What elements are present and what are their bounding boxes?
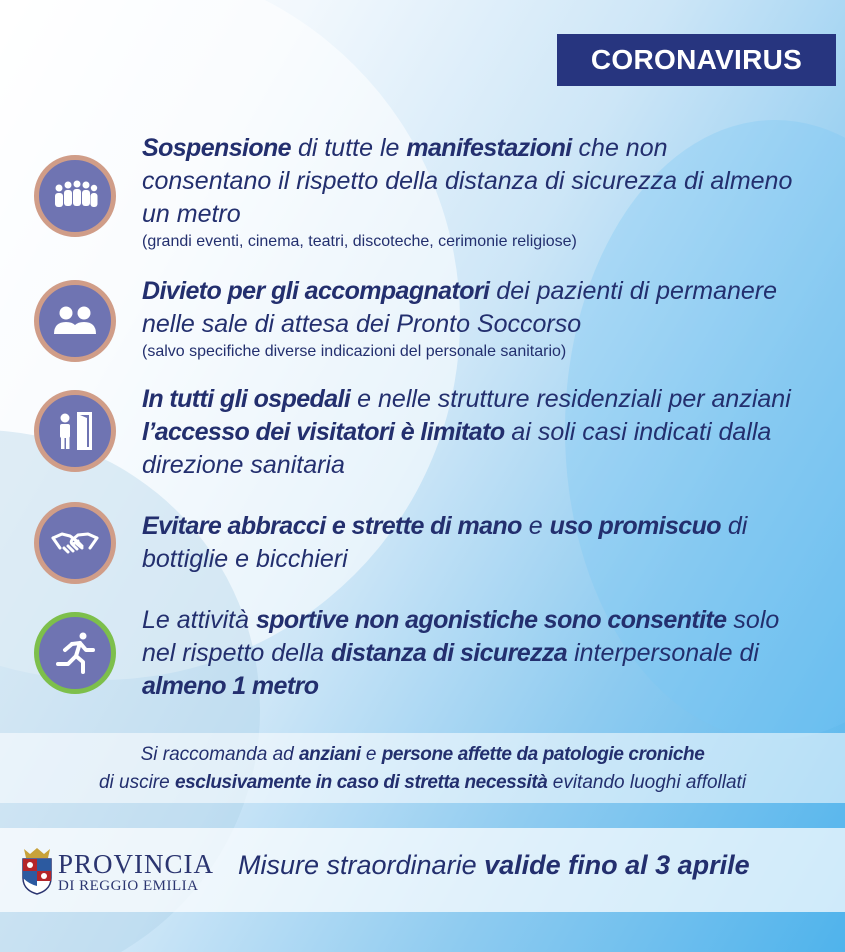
body-text: e [521, 512, 550, 540]
emphasis-text: anziani [298, 744, 361, 765]
emphasis-text: In tutti gli ospedali [142, 385, 351, 413]
item-note: (salvo specifiche diverse indicazioni del personale sanitario) [142, 343, 567, 360]
body-text: e [360, 744, 382, 765]
item-text [142, 275, 802, 363]
item-text [142, 604, 802, 703]
body-text: e nelle strutture residenziali per anziani [350, 385, 791, 413]
emphasis-text: Sospensione [142, 134, 291, 162]
body-text: dei pazienti di permanere nelle sale di attesa dei Pronto Soccorso [142, 277, 778, 338]
body-text: di uscire [98, 772, 175, 793]
body-text: evitando luoghi affollati [547, 772, 747, 793]
emphasis-text: manifestazioni [406, 134, 572, 162]
emphasis-text: esclusivamente in caso di stretta necessità [174, 772, 548, 793]
emphasis-text: almeno 1 metro [142, 672, 319, 700]
handshake-icon [34, 502, 116, 584]
body-text: di tutte le [291, 134, 407, 162]
emphasis-text: valide fino al 3 aprile [484, 850, 750, 880]
emphasis-text: distanza di sicurezza [331, 639, 568, 667]
body-text: solo nel rispetto della [142, 606, 780, 667]
item-text [142, 510, 802, 576]
body-text: ai soli casi indicati dalla direzione sanitaria [142, 418, 772, 479]
emphasis-text: persone affette da patologie croniche [381, 744, 705, 765]
body-text: Si raccomanda ad [140, 744, 299, 765]
logo-line-2: DI REGGIO EMILIA [58, 878, 199, 894]
validity-text [238, 850, 750, 881]
emphasis-text: Evitare abbracci e strette di mano [142, 512, 522, 540]
body-text: che non consentano il rispetto della distanza di sicurezza di almeno un metro [142, 134, 793, 228]
people-icon [34, 280, 116, 362]
crowd-icon [34, 155, 116, 237]
body-text: Le attività [142, 606, 256, 634]
item-text [142, 383, 802, 482]
visitor-door-icon [34, 390, 116, 472]
coronavirus-badge: CORONAVIRUS [557, 34, 836, 86]
item-note: (grandi eventi, cinema, teatri, discoteche, cerimonie religiose) [142, 233, 577, 250]
logo-line-1: PROVINCIA [58, 849, 215, 879]
province-logo-text [58, 850, 214, 895]
recommendation-line [0, 769, 845, 797]
item-text [142, 132, 802, 253]
runner-icon [34, 612, 116, 694]
emphasis-text: sportive non agonistiche sono consentite [255, 606, 727, 634]
emphasis-text: Divieto per gli accompagnatori [142, 277, 490, 305]
province-crest-logo [20, 846, 54, 896]
body-text: Misure straordinarie [238, 850, 485, 880]
body-text: di bottiglie e bicchieri [142, 512, 748, 573]
emphasis-text: l’accesso dei visitatori è limitato [142, 418, 505, 446]
emphasis-text: uso promiscuo [549, 512, 721, 540]
recommendation-line [0, 741, 845, 769]
recommendation-band [0, 733, 845, 803]
body-text: interpersonale di [567, 639, 759, 667]
